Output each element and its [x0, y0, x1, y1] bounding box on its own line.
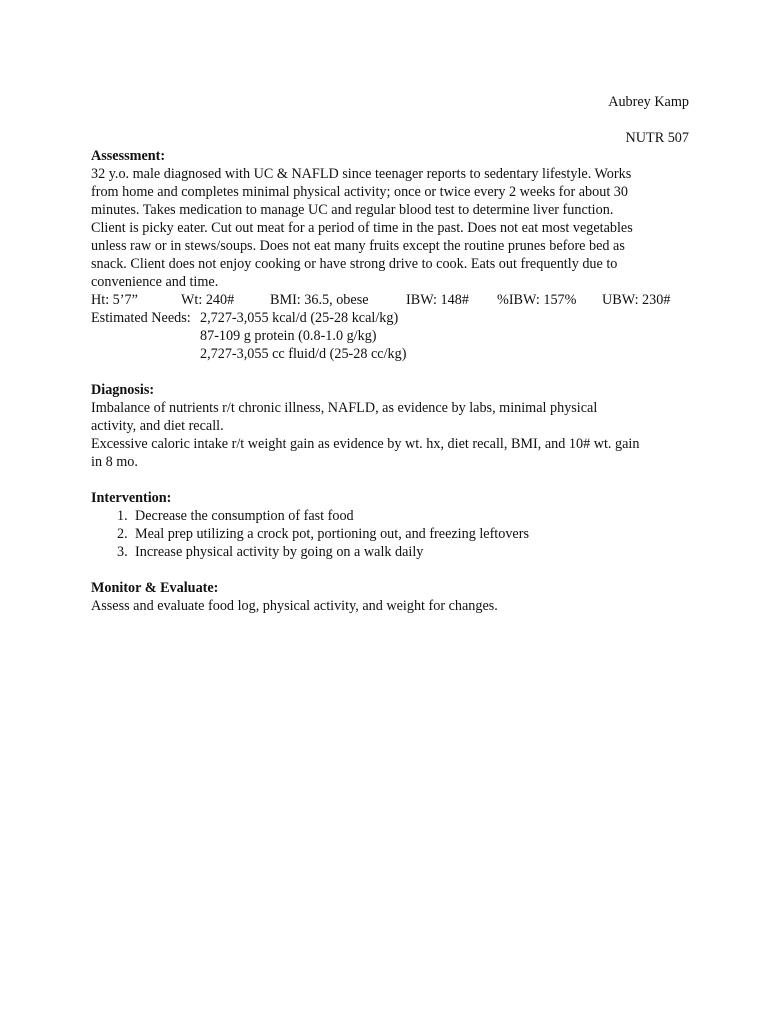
- spacer: [91, 471, 691, 489]
- monitor-text: [91, 597, 691, 615]
- monitor-line: Assess and evaluate food log, physical activity, and weight for changes.: [91, 598, 498, 614]
- list-item-text: Decrease the consumption of fast food: [135, 508, 354, 524]
- ubw-value: UBW: 230#: [602, 292, 671, 308]
- kcal-needs: 2,727-3,055 kcal/d (25-28 kcal/kg): [200, 310, 399, 326]
- list-item-text: Increase physical activity by going on a walk daily: [135, 544, 424, 560]
- monitor-heading: Monitor & Evaluate:: [91, 580, 219, 596]
- bmi-value: BMI: 36.5, obese: [270, 292, 369, 308]
- assessment-line: minutes. Takes medication to manage UC and regular blood test to determine liver function.: [91, 202, 614, 218]
- intervention-list: [91, 507, 691, 561]
- diagnosis-line: Imbalance of nutrients r/t chronic illness, NAFLD, as evidence by labs, minimal physical: [91, 400, 598, 416]
- estimated-needs-row: [91, 309, 691, 327]
- diagnosis-text: [91, 399, 691, 471]
- protein-needs-row: [91, 327, 691, 345]
- fluid-needs: 2,727-3,055 cc fluid/d (25-28 cc/kg): [200, 346, 407, 362]
- spacer: [91, 363, 691, 381]
- list-item: [91, 507, 691, 525]
- spacer: [91, 561, 691, 579]
- diagnosis-line: Excessive caloric intake r/t weight gain as evidence by wt. hx, diet recall, BMI, and 10# wt. gain: [91, 436, 640, 452]
- list-item-number: 3.: [117, 544, 128, 560]
- list-item: [91, 525, 691, 543]
- diagnosis-line: activity, and diet recall.: [91, 418, 224, 434]
- assessment-line: convenience and time.: [91, 274, 219, 290]
- assessment-line: snack. Client does not enjoy cooking or have strong drive to cook. Eats out frequently due to: [91, 256, 618, 272]
- weight-value: Wt: 240#: [181, 292, 235, 308]
- diagnosis-heading: Diagnosis:: [91, 382, 155, 398]
- protein-needs: 87-109 g protein (0.8-1.0 g/kg): [200, 328, 377, 344]
- assessment-line: unless raw or in stews/soups. Does not eat many fruits except the routine prunes before bed as: [91, 238, 625, 254]
- anthropometrics-row: [91, 291, 691, 309]
- diagnosis-line: in 8 mo.: [91, 454, 138, 470]
- list-item-text: Meal prep utilizing a crock pot, portioning out, and freezing leftovers: [135, 526, 529, 542]
- ibw-value: IBW: 148#: [406, 292, 469, 308]
- height-value: Ht: 5’7”: [91, 292, 138, 308]
- course-code: NUTR 507: [625, 130, 689, 146]
- assessment-text: [91, 165, 691, 291]
- list-item-number: 1.: [117, 508, 128, 524]
- assessment-heading: Assessment:: [91, 148, 166, 164]
- assessment-line: Client is picky eater. Cut out meat for a period of time in the past. Does not eat most vegetables: [91, 220, 633, 236]
- intervention-heading: Intervention:: [91, 490, 172, 506]
- author-name: Aubrey Kamp: [608, 94, 689, 110]
- list-item: [91, 543, 691, 561]
- estimated-needs-label: Estimated Needs:: [91, 310, 191, 326]
- document-body: [91, 147, 691, 615]
- assessment-line: from home and completes minimal physical activity; once or twice every 2 weeks for about 30: [91, 184, 628, 200]
- pct-ibw-value: %IBW: 157%: [497, 292, 577, 308]
- list-item-number: 2.: [117, 526, 128, 542]
- assessment-line: 32 y.o. male diagnosed with UC & NAFLD since teenager reports to sedentary lifestyle. Works: [91, 166, 632, 182]
- fluid-needs-row: [91, 345, 691, 363]
